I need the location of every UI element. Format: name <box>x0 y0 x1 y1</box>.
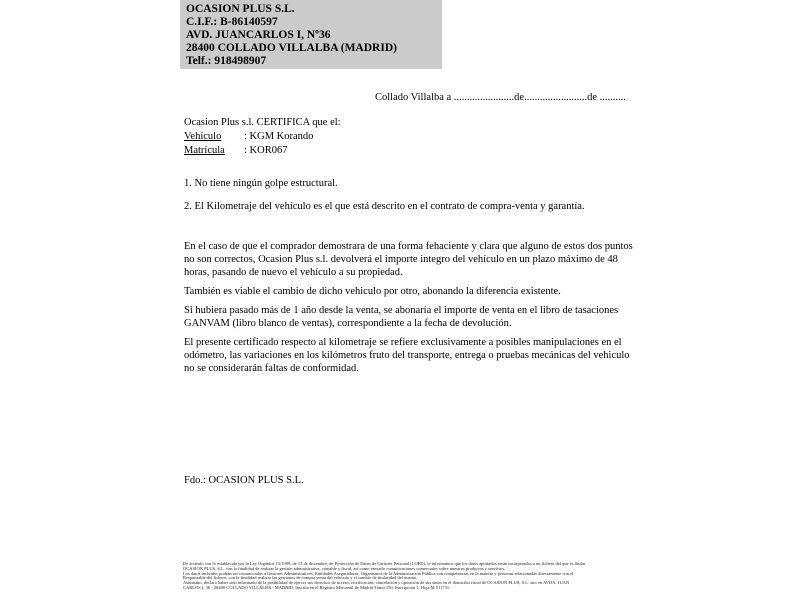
company-cif: C.I.F.: B-86140597 <box>186 16 278 28</box>
legal-line: CARLOS I, 36 - 28400 COLLADO VILLALBA - MADRID. Inscrita en el Registro Mercantil de Madrid Tomo 150, Inscripción 1, Hoja M 511731. <box>183 585 451 590</box>
certify-block <box>184 116 341 158</box>
date-line: Collado Villalba a .......................de........................de .......... <box>375 92 626 103</box>
terms-and-conditions <box>184 177 636 381</box>
company-address: AVD. JUANCARLOS I, Nº36 <box>186 29 331 41</box>
term-item-2: 2. El Kilometraje del vehículo es el que está descrito en el contrato de compra-venta y garantía. <box>184 201 585 212</box>
legal-line: Asimismo, declaro haber sido informado de la posibilidad de ejercer sus derechos de acceso, rectificación, cancelación y oposición de sus datos en el domicilio fiscal de OCASION PLUS, S.L. sito en AVDA. JUAN <box>183 581 570 586</box>
signature-line: Fdo.: OCASION PLUS S.L. <box>184 475 304 486</box>
paragraph-odometer: El presente certificado respecto al kilometraje se refiere exclusivamente a posibles manipulaciones en el odómetro, las variaciones en los kilómetros fruto del transporte, entrega o pruebas mecánicas del vehiculo no se considerarán faltas de conformidad. <box>184 337 630 374</box>
paragraph-exchange: También es viable el cambio de dicho vehiculo por otro, abonando la diferencia existente. <box>184 286 561 297</box>
vehicle-row <box>184 130 341 144</box>
legal-line: OCASION PLUS, S.L. con la finalidad de realizar la gestión administrativa, contable y fiscal, así como enviarle comunicaciones comerciales sobre nuestros productos y servicios. <box>183 566 506 571</box>
paragraph-ganvam: Si hubiera pasado más de 1 año desde la venta, se abonaría el importe de venta en el libro de tasaciones GANVAM (libro blanco de ventas), correspondiente a la fecha de devolución. <box>184 305 619 329</box>
vehicle-label: Vehículo <box>184 131 222 142</box>
paragraph-refund: En el caso de que el comprador demostrara de una forma fehaciente y clara que alguno de estos dos puntos no son correctos, Ocasion Plus s.l. devolverá el importe integro del vehículo en un plazo máximo de 48 horas, pasando de nuevo el vehículo a su propiedad. <box>184 241 633 278</box>
plate-value: : KOR067 <box>244 145 288 156</box>
legal-line: Los datos incluidos podrán ser comunicados a Gestores Administrativos, Entidades Aseguradoras, Organismos de la Administración Pública con competencias en la materia y personas relacionadas directamente con el <box>183 571 574 576</box>
vehicle-value: : KGM Korando <box>244 131 314 142</box>
company-phone: Telf.: 918498907 <box>186 55 267 67</box>
certify-intro: Ocasion Plus s.l. CERTIFICA que el: <box>184 117 341 128</box>
legal-footer <box>183 562 619 591</box>
plate-label: Matrícula <box>184 145 225 156</box>
company-name: OCASION PLUS S.L. <box>186 3 295 15</box>
company-city: 28400 COLLADO VILLALBA (MADRID) <box>186 42 397 54</box>
term-item-1: 1. No tiene ningún golpe estructural. <box>184 178 338 189</box>
legal-line: De acuerdo con lo establecido por la Ley Orgánica 15/1999, de 13 de diciembre, de Protección de Datos de Carácter Personal (LOPD), le informamos que los datos aportados serán incorporados a un fichero del que es titular <box>183 562 586 566</box>
legal-line: Responsable del fichero, con la finalidad realizar las gestiones de compra venta del vehículo y el cambio de titularidad del mismo. <box>183 576 418 581</box>
company-letterhead <box>180 0 442 69</box>
plate-row <box>184 144 341 158</box>
